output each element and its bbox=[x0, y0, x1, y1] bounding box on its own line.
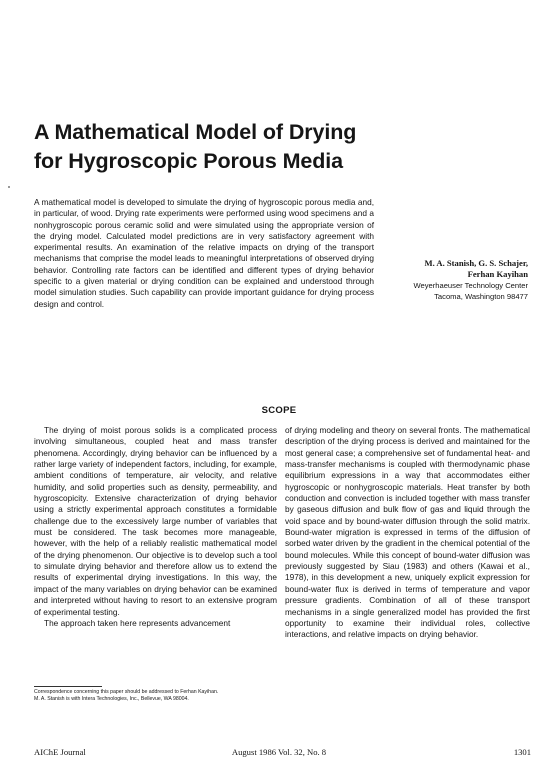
scan-speck bbox=[8, 186, 10, 188]
affiliation-line-1: Weyerhaeuser Technology Center bbox=[413, 281, 528, 290]
left-paragraph-1: The drying of moist porous solids is a complicated process involving simultaneous, coupled heat and mass transfer phenomena. Accordingly, drying behavior can be influenced by a rather large variety of independent factors, including, for example, ambient conditions of temperature, air velocity, and relative humidity, and solid properties such as density, permeability, and hygroscopicity. Extensive characterization of drying behavior using a strictly experimental approach constitutes a formidable challenge due to the excessively large number of variables that must be considered. The task becomes more manageable, however, with the help of a reliably realistic mathematical model of the drying phenomenon. Our objective is to develop such a tool to simulate drying behavior and therefore allow us to extend the results of experimental drying investigations. In this way, the impact of the many variables on drying behavior can be examined and interpreted without having to resort to an extensive program of experimental testing. bbox=[34, 425, 277, 617]
left-paragraph-2: The approach taken here represents advancement bbox=[44, 617, 231, 628]
title-line-1: A Mathematical Model of Drying bbox=[34, 120, 357, 144]
footnote-rule bbox=[34, 686, 102, 687]
abstract: A mathematical model is developed to simulate the drying of hygroscopic porous media and, in particular, of wood. Drying rate experiments were performed using wood specimens and a nonhygroscopic porous ceramic solid and were simulated using the appropriate version of the drying model. Calculated model predictions are in very satisfactory agreement with experimental results. An examination of the relative impacts on drying of the transport mechanisms that comprise the model leads to meaningful interpretations of observed drying behavior. Controlling rate factors can be identified and different types of drying behavior specific to a given material or drying condition can be explained and understood through model simulation studies. Such capability can provide important guidance for drying process design and control. bbox=[34, 197, 374, 309]
footer-issue: August 1986 Vol. 32, No. 8 bbox=[231, 747, 327, 757]
right-paragraph: of drying modeling and theory on several fronts. The mathematical description of the drying process is derived and maintained for the most general case; a comprehensive set of fundamental heat- and mass-transfer mechanisms is coupled with thermodynamic phase equilibrium expressions in a way that accommodates either hygroscopic or nonhygroscopic materials. Heat transfer by both conduction and convection is included together with mass transfer by gaseous diffusion and bulk flow of gas and liquid through the void space and by bound-water diffusion through the solid matrix. Bound-water migration is expressed in terms of the diffusion of sorbed water driven by the gradient in the chemical potential of the bound molecules. While this concept of bound-water diffusion was previously suggested by Siau (1983) and others (Kawai et al., 1978), in this development a new, uniquely explicit expression for bound-water flux is derived in terms of temperature and vapor pressure gradients. Combination of all of these transport mechanisms in a single generalized model has provided the first opportunity to examine their individual roles, collective interactions, and relative impacts on drying behavior. bbox=[285, 425, 530, 640]
authors bbox=[392, 258, 528, 279]
affiliation-line-2: Tacoma, Washington 98477 bbox=[434, 291, 528, 301]
footnote-line-2: M. A. Stanish is with Intera Technologies, Inc., Bellevue, WA 98004. bbox=[34, 696, 189, 703]
title-line-2: for Hygroscopic Porous Media bbox=[34, 149, 344, 173]
footnote bbox=[34, 689, 277, 703]
article-title bbox=[34, 118, 474, 176]
section-heading: SCOPE bbox=[261, 405, 297, 416]
footer-page-number: 1301 bbox=[513, 747, 531, 757]
footer-journal: AIChE Journal bbox=[34, 747, 86, 757]
right-column bbox=[285, 425, 530, 641]
left-column bbox=[34, 425, 277, 629]
footnote-line-1: Correspondence concerning this paper should be addressed to Ferhan Kayihan. bbox=[34, 689, 219, 695]
authors-line-1: M. A. Stanish, G. S. Schajer, bbox=[424, 258, 528, 268]
affiliation bbox=[380, 281, 528, 302]
authors-line-2: Ferhan Kayihan bbox=[467, 268, 528, 279]
